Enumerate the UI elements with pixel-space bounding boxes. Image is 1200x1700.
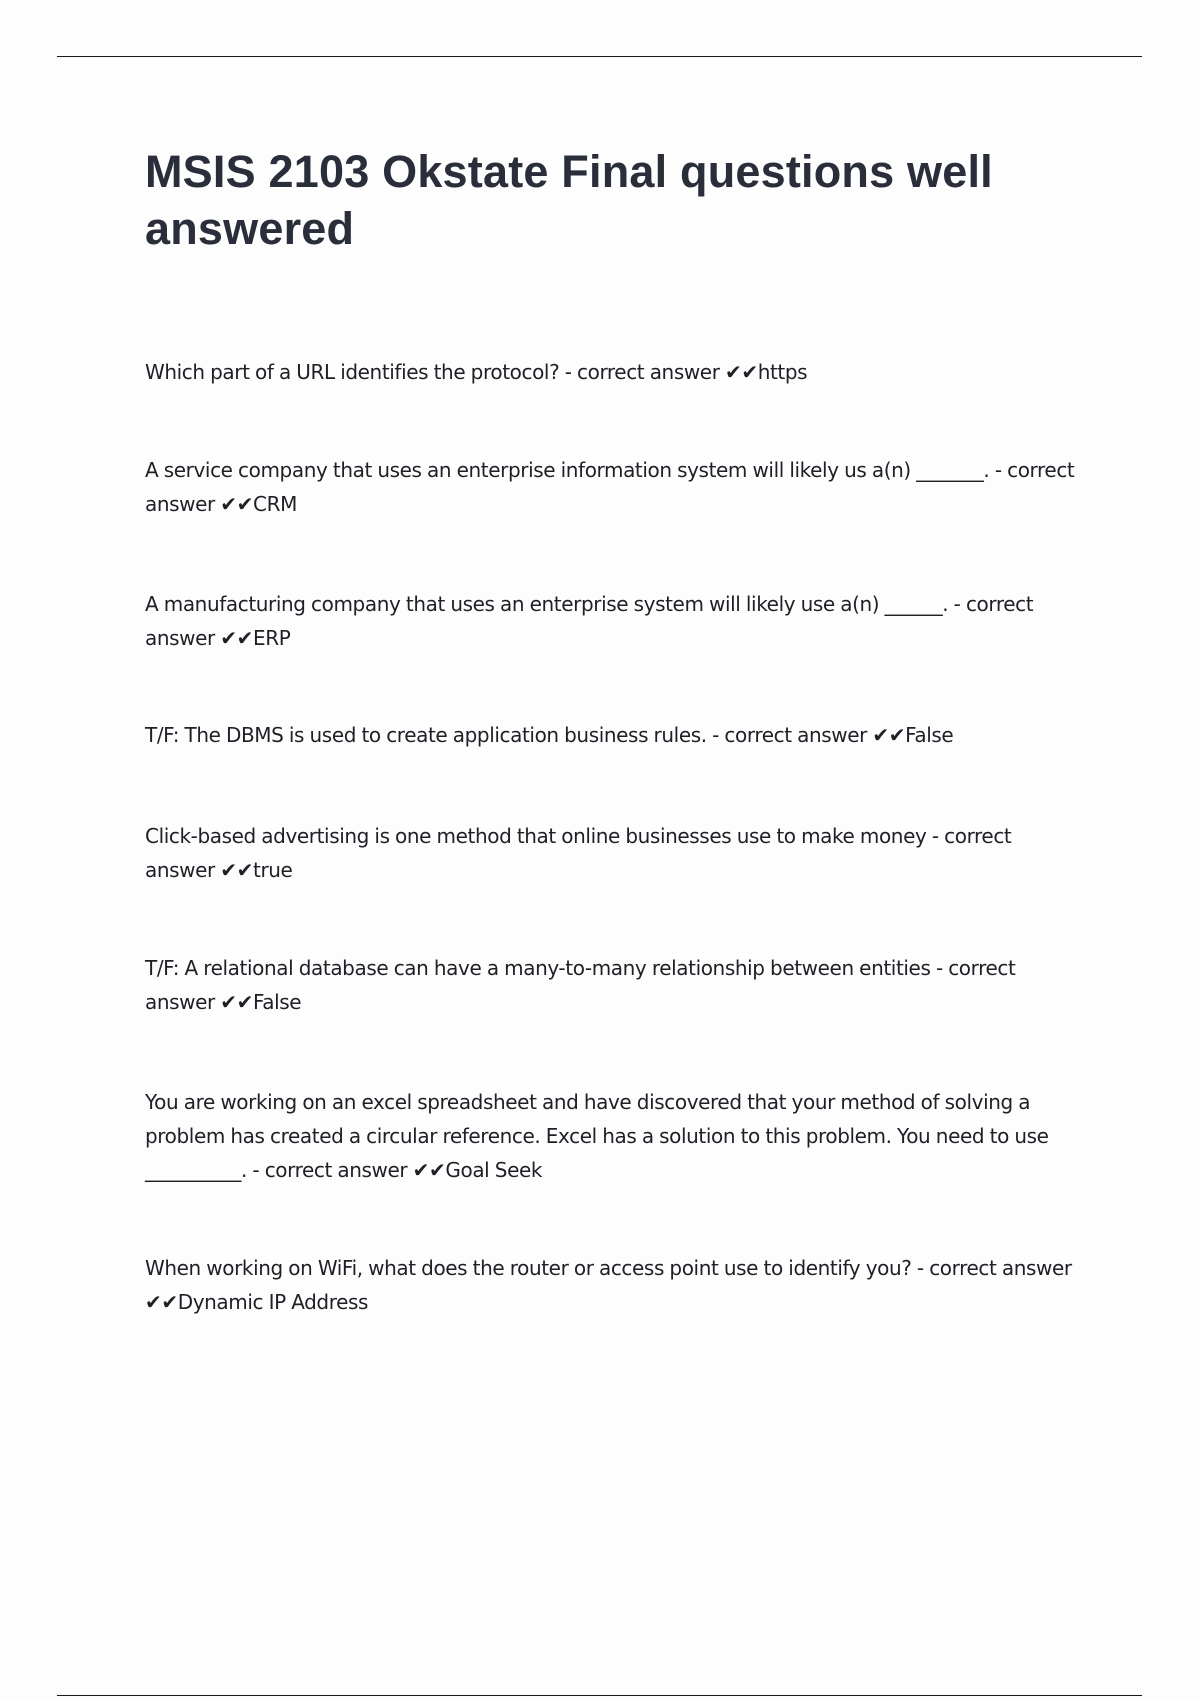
qa-item: Click-based advertising is one method that online businesses use to make money - correct answer ✔✔true [145,824,1012,882]
qa-item: Which part of a URL identifies the protocol? - correct answer ✔✔https [145,360,808,384]
top-divider [57,56,1142,57]
document-title: MSIS 2103 Okstate Final questions well answered [145,146,993,254]
bottom-divider [57,1695,1142,1696]
qa-item: A service company that uses an enterprise information system will likely us a(n) _______. - correct answer ✔✔CRM [145,458,1075,516]
qa-item: When working on WiFi, what does the router or access point use to identify you? - correct answer ✔✔Dynamic IP Address [145,1256,1072,1314]
qa-item: A manufacturing company that uses an enterprise system will likely use a(n) ______. - correct answer ✔✔ERP [145,592,1034,650]
qa-item: T/F: The DBMS is used to create application business rules. - correct answer ✔✔False [145,723,954,747]
qa-item: T/F: A relational database can have a many-to-many relationship between entities - correct answer ✔✔False [145,956,1016,1014]
qa-list [145,355,1080,1319]
qa-item: You are working on an excel spreadsheet and have discovered that your method of solving a problem has created a circular reference. Excel has a solution to this problem. You need to use __________. - correct answer ✔✔Goal Seek [145,1090,1049,1182]
